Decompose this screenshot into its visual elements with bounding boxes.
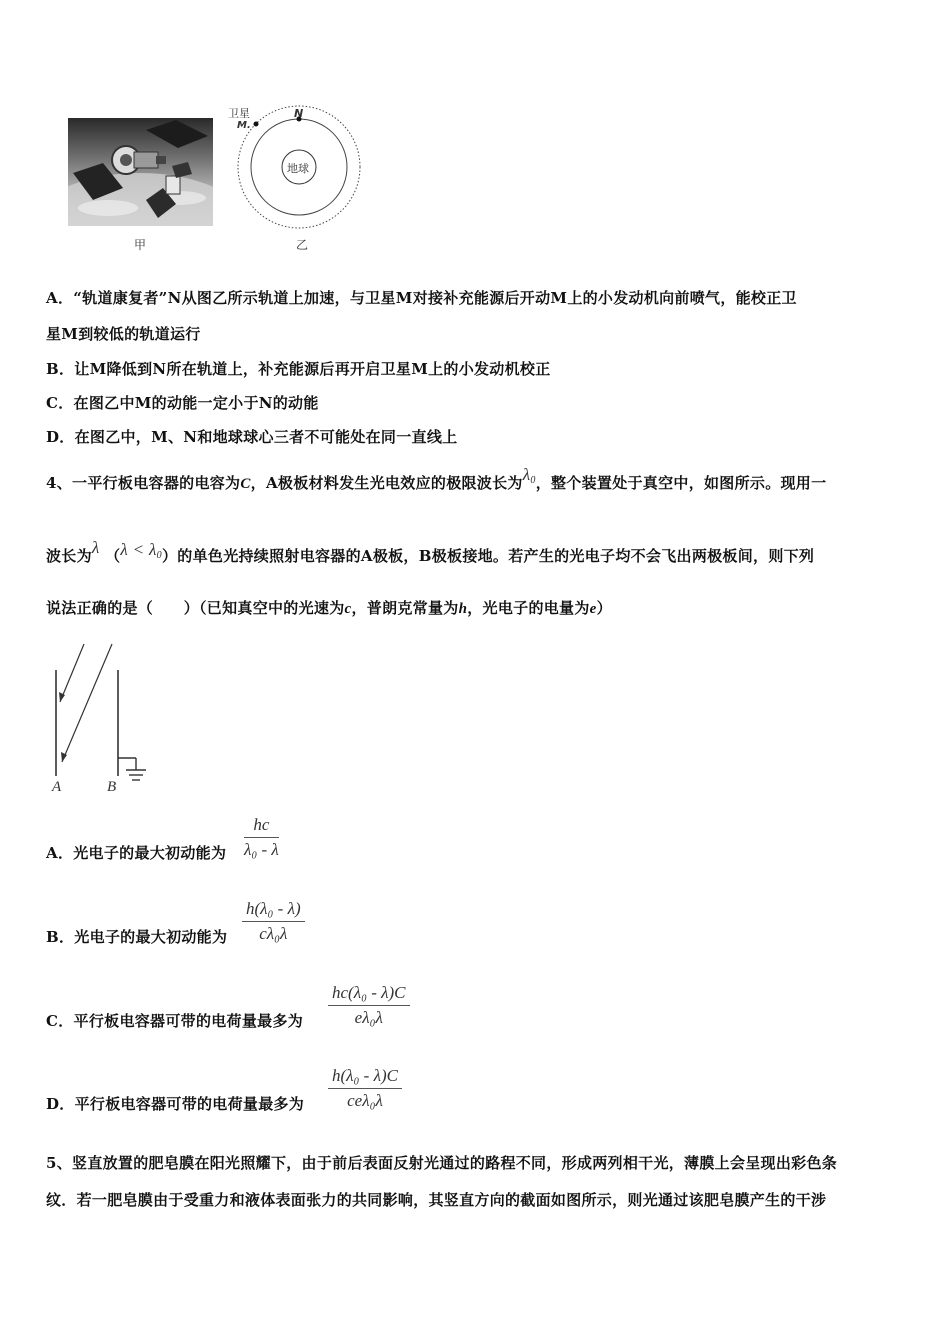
q5-line2: 纹．若一肥皂膜由于受重力和液体表面张力的共同影响，其竖直方向的截面如图所示，则光通过该肥皂膜产生的干涉 xyxy=(46,1191,827,1209)
satellite-photo xyxy=(68,118,213,226)
q4-condition: $(\lambda < \lambda_0)$ xyxy=(105,540,178,565)
q4-option-c-fraction xyxy=(328,983,410,1028)
q4-option-c-numerator: hc(λ₀ - λ)C xyxy=(328,983,410,1006)
label-earth: 地球 xyxy=(287,162,309,175)
q4-option-b-denominator: cλ₀λ xyxy=(259,924,288,943)
q4-line3: 说法正确的是（ ）（已知真空中的光速为c，普朗克常量为h，光电子的电量为e） xyxy=(46,599,612,617)
q3-option-b: B．让M降低到N所在轨道上，补充能源后再开启卫星M上的小发动机校正 xyxy=(46,360,551,378)
q4-option-c: C．平行板电容器可带的电荷量最多为 xyxy=(46,1012,304,1030)
q4-lambda0-symbol: $\lambda_0$ xyxy=(522,465,536,486)
q4-option-a-fraction xyxy=(244,815,279,860)
q4-option-c-denominator: eλ₀λ xyxy=(354,1008,383,1027)
plate-A-label: A xyxy=(52,779,62,795)
q4-option-a-numerator: hc xyxy=(244,815,279,838)
q4-option-b-numerator: h(λ₀ - λ) xyxy=(242,899,305,922)
capacitor-graphic xyxy=(40,640,160,800)
q4-option-b: B．光电子的最大初动能为 xyxy=(46,928,228,946)
label-N: N xyxy=(294,107,304,120)
q4-line1-suffix: ，整个装置处于真空中，如图所示。现用一 xyxy=(535,474,827,492)
q4-h-symbol: h xyxy=(458,601,468,617)
q4-option-a: A．光电子的最大初动能为 xyxy=(46,844,227,862)
satellite-M-dot xyxy=(254,122,259,127)
q3-option-c: C．在图乙中M的动能一定小于N的动能 xyxy=(46,394,319,412)
q4-capacitance-symbol: C xyxy=(240,476,251,492)
q5-line1: 5、竖直放置的肥皂膜在阳光照耀下，由于前后表面反射光通过的路程不同，形成两列相干光，薄膜上会呈现出彩色条 xyxy=(46,1154,838,1172)
q4-lambda-symbol: λ xyxy=(91,538,100,557)
satellite-photo-graphic xyxy=(68,118,213,226)
caption-left: 甲 xyxy=(134,238,147,252)
q4-option-d-fraction xyxy=(328,1066,402,1111)
q4-line1-prefix: 4、一平行板电容器的电容为 xyxy=(46,474,241,492)
capacitor-diagram xyxy=(40,640,160,800)
q4-option-b-fraction xyxy=(242,899,305,944)
q4-option-d: D．平行板电容器可带的电荷量最多为 xyxy=(46,1095,305,1113)
q4-line2-mid: 的单色光持续照射电容器的A极板，B极板接地。若产生的光电子均不会飞出两极板间，则下列 xyxy=(177,547,815,565)
q3-option-d: D．在图乙中，M、N和地球球心三者不可能处在同一直线上 xyxy=(46,428,458,446)
plate-B-label: B xyxy=(107,779,117,795)
q4-line2-prefix: 波长为 xyxy=(46,547,92,565)
q4-option-d-denominator: ceλ₀λ xyxy=(347,1091,383,1110)
q4-c-symbol: c xyxy=(344,601,352,617)
q3-option-a-line1: A．“轨道康复者”N从图乙所示轨道上加速，与卫星M对接补充能源后开动M上的小发动机向前喷气，能校正卫 xyxy=(46,289,797,307)
q4-line1-mid: ，A极板材料发生光电效应的极限波长为 xyxy=(250,474,523,492)
q4-e-symbol: e xyxy=(589,601,597,617)
q3-option-a-line2: 星M到较低的轨道运行 xyxy=(46,325,201,343)
caption-right: 乙 xyxy=(296,238,309,252)
q4-option-d-numerator: h(λ₀ - λ)C xyxy=(328,1066,402,1089)
q4-line2 xyxy=(46,538,815,567)
label-M: M. xyxy=(237,120,251,131)
q4-line1 xyxy=(46,465,827,494)
label-satellite: 卫星 xyxy=(228,107,250,120)
q4-option-a-denominator: λ₀ - λ xyxy=(244,840,279,859)
